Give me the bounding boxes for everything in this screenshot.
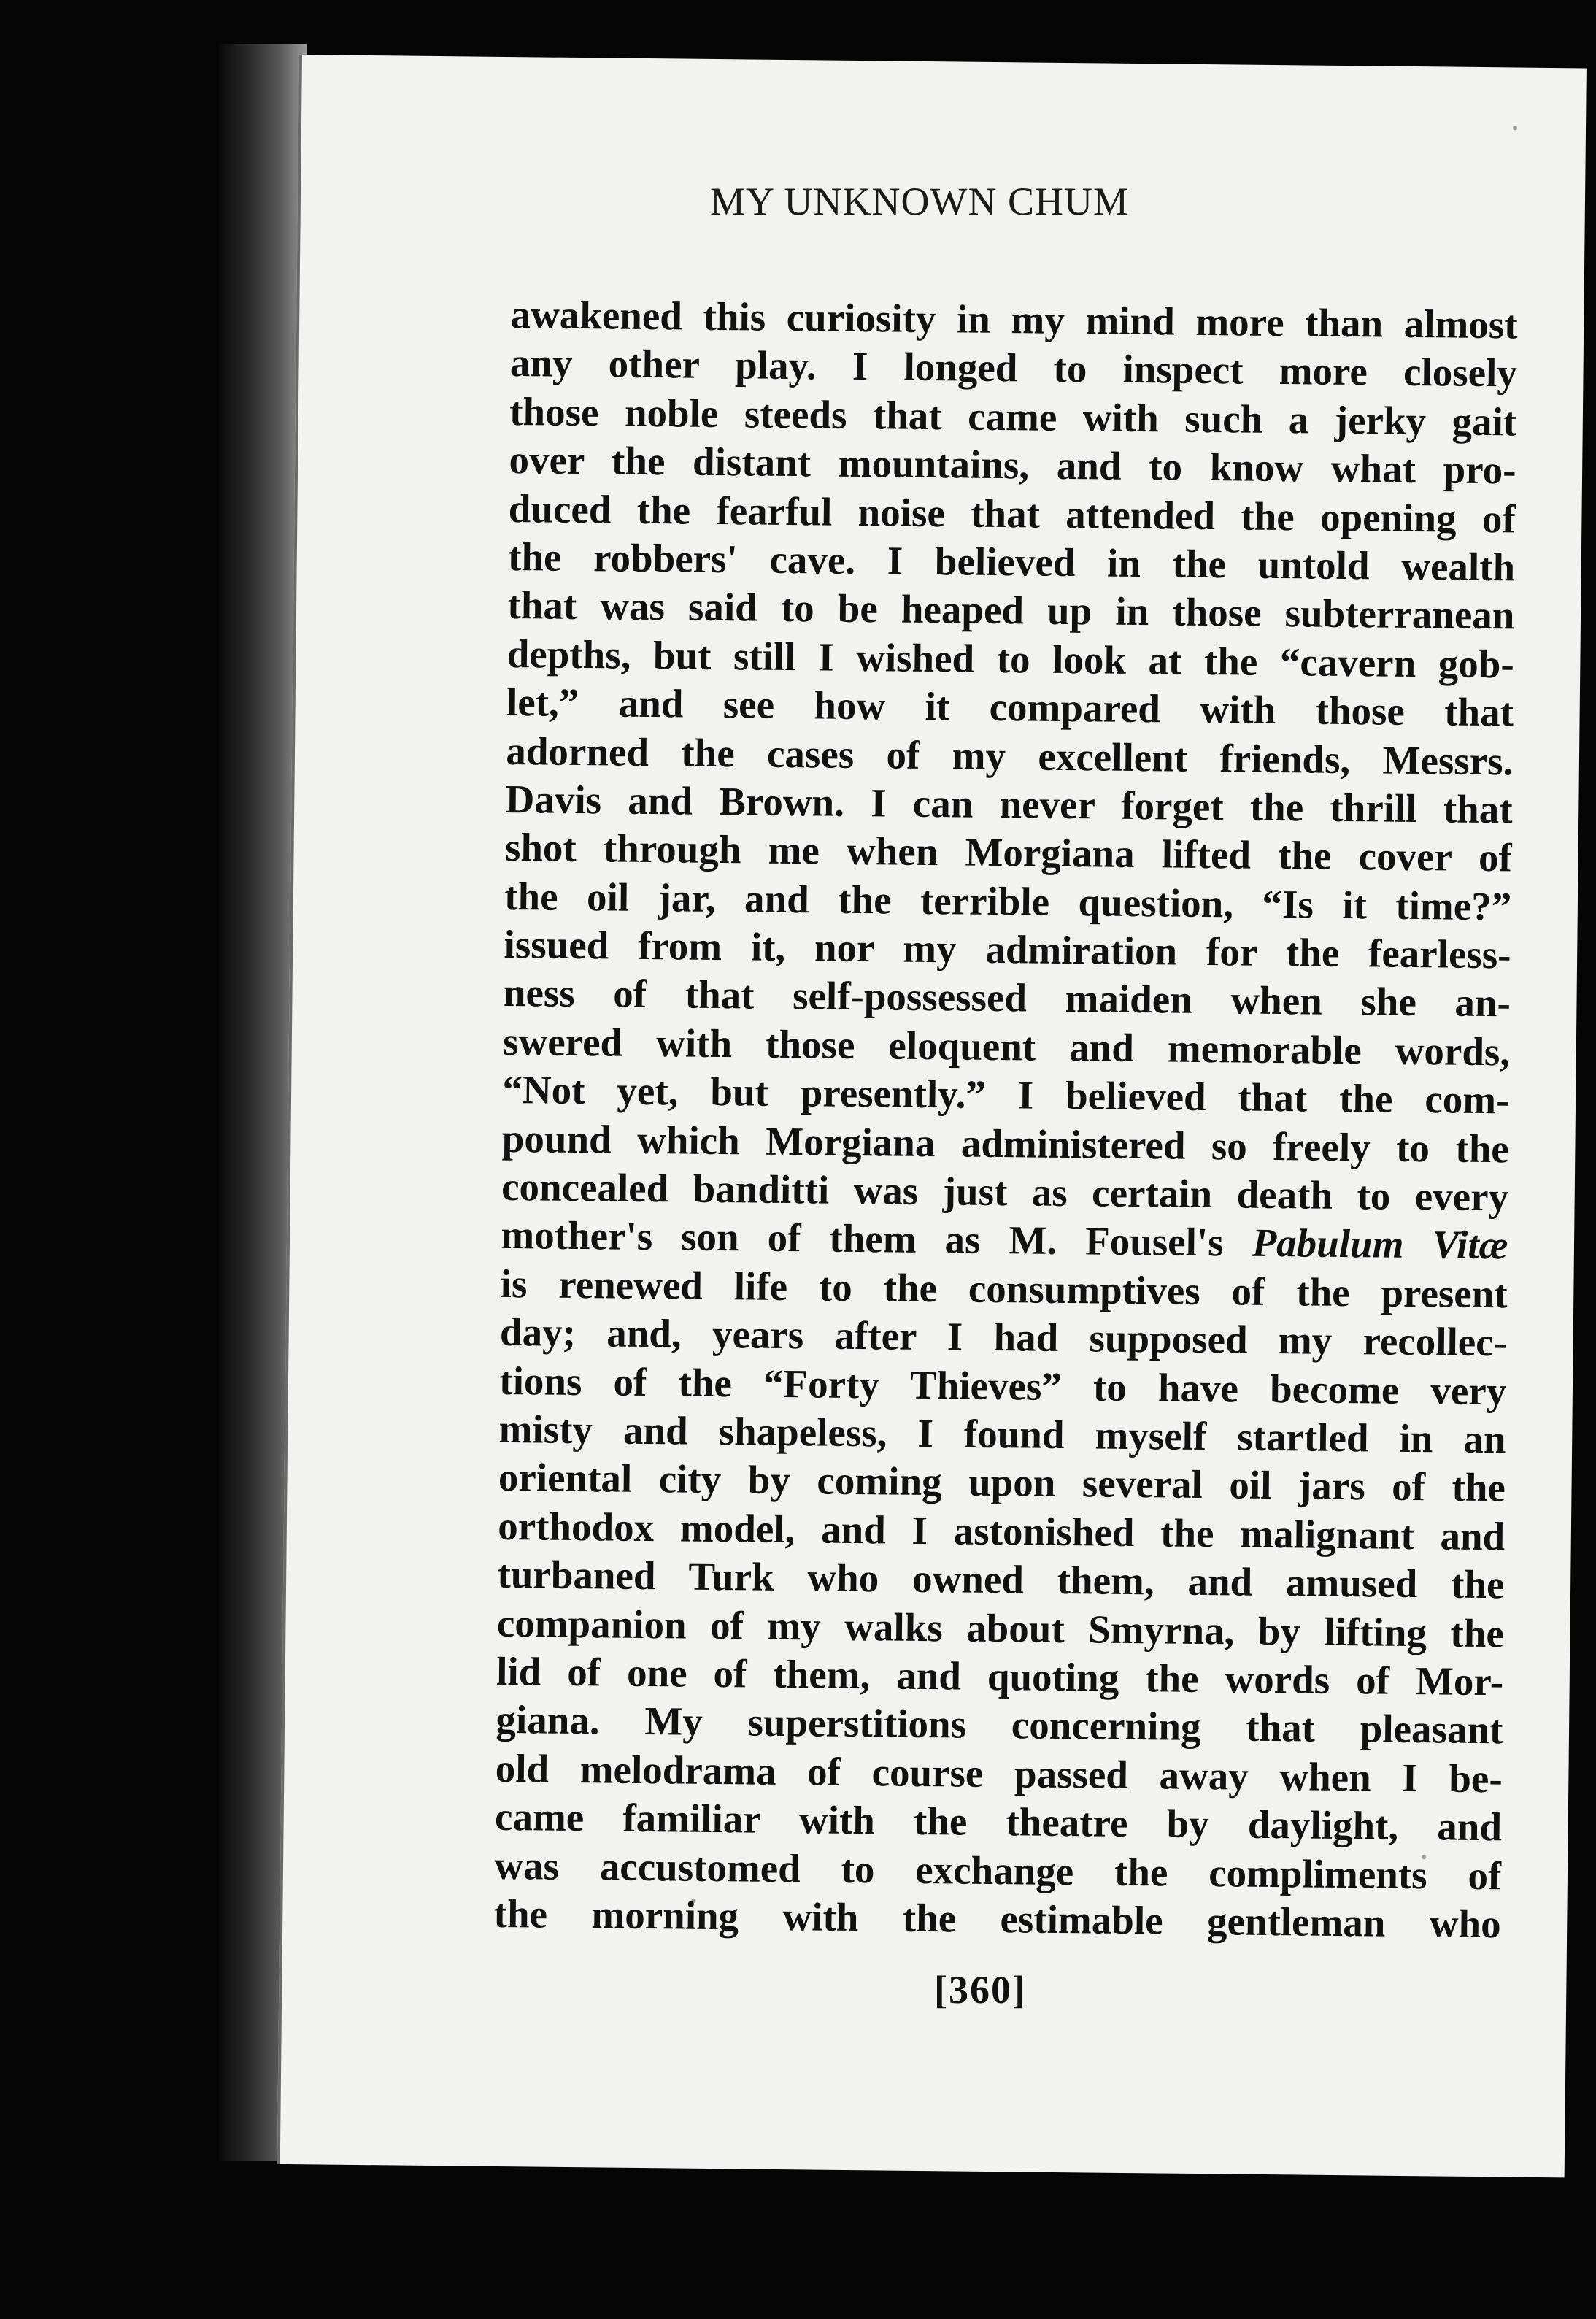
- text-line: that was said to be heaped up in those subterranean: [507, 582, 1515, 638]
- text-line: let,” and see how it compared with those that: [506, 680, 1514, 735]
- text-line: ness of that self-possessed maiden when she an-: [503, 970, 1511, 1026]
- running-head: MY UNKNOWN CHUM: [710, 180, 1129, 223]
- text-line: turbaned Turk who owned them, and amused the: [497, 1552, 1505, 1607]
- text-line: shot through me when Morgiana lifted the cover of: [504, 825, 1513, 880]
- text-line: the morning with the estimable gentleman who: [493, 1891, 1501, 1947]
- text-line: awakened this curiosity in my mind more than almost: [510, 291, 1518, 347]
- text-line: concealed banditti was just as certain death to every: [501, 1164, 1509, 1220]
- text-line: Davis and Brown. I can never forget the thrill that: [505, 776, 1513, 832]
- text-line: companion of my walks about Smyrna, by lifting the: [496, 1600, 1505, 1655]
- text-line: misty and shapeless, I found myself startled in an: [498, 1406, 1506, 1462]
- text-line: depths, but still I wished to look at the “cavern gob-: [506, 631, 1515, 687]
- text-line: is renewed life to the consumptives of the present: [500, 1261, 1508, 1317]
- text-line: oriental city by coming upon several oil jars of the: [498, 1455, 1506, 1510]
- text-line: pound which Morgiana administered so freely to the: [501, 1115, 1510, 1172]
- text-line: adorned the cases of my excellent friends, Messrs.: [506, 728, 1514, 783]
- dust-speck: [1513, 126, 1517, 130]
- text-line: the oil jar, and the terrible question, “Is it time?”: [504, 873, 1512, 929]
- text-line: swered with those eloquent and memorable words,: [502, 1018, 1511, 1074]
- text-line: old melodrama of course passed away when I be-: [495, 1745, 1503, 1801]
- text-line: tions of the “Forty Thieves” to have become very: [499, 1358, 1507, 1413]
- page-number: [360]: [934, 1968, 1027, 2012]
- text-line: “Not yet, but presently.” I believed that the com-: [502, 1067, 1510, 1123]
- text-line: day; and, years after I had supposed my recollec-: [499, 1310, 1508, 1365]
- text-line: came familiar with the theatre by daylight, and: [494, 1793, 1503, 1850]
- text-line: lid of one of them, and quoting the words of Mor-: [496, 1648, 1504, 1704]
- text-line: the robbers' cave. I believed in the untold wealth: [507, 534, 1516, 590]
- text-line: duced the fearful noise that attended the opening of: [508, 485, 1516, 541]
- text-line: issued from it, nor my admiration for the fearless-: [504, 922, 1511, 977]
- text-line: orthodox model, and I astonished the malignant and: [497, 1503, 1506, 1559]
- text-line: mother's son of them as M. Fousel's Pabulum Vitæ: [501, 1212, 1508, 1268]
- text-line: giana. My superstitions concerning that pleasant: [496, 1697, 1503, 1753]
- body-text: [493, 291, 1518, 1949]
- text-line: was accustomed to exchange the compliments of: [494, 1842, 1502, 1898]
- text-line: over the distant mountains, and to know what pro-: [509, 437, 1516, 493]
- text-line: those noble steeds that came with such a jerky gait: [509, 388, 1517, 445]
- italic-phrase: Pabulum Vitæ: [1252, 1220, 1508, 1268]
- text-line: any other play. I longed to inspect more closely: [509, 340, 1518, 396]
